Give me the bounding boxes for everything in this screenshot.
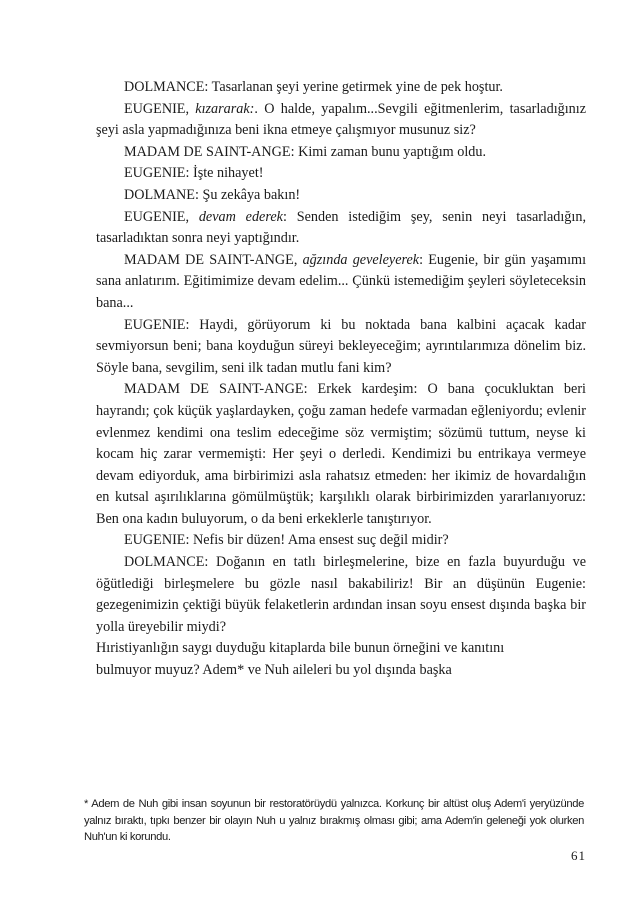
paragraph: DOLMANCE: Tasarlanan şeyi yerine getirmek yine de pek hoştur. xyxy=(124,79,503,95)
paragraph: EUGENIE: Haydi, görüyorum ki bu noktada bana kalbini açacak kadar sevmiyorsun beni; bana koyduğun süreyi bekleyeceğim; ayrıntılarımıza dönelim biz. Söyle bana, sevgilim, seni ilk tadan mutlu fani kim? xyxy=(96,316,586,376)
dialogue-text: Tasarlanan şeyi yerine getirmek yine de pek hoştur. xyxy=(211,79,503,95)
speaker-name: DOLMANCE xyxy=(124,79,205,95)
dialogue-text: Erkek kardeşim: O bana çocukluktan beri hayrandı; çok küçük yaşlardayken, çoğu zaman hedefe varmadan eğleniyordu; evlenir evlenmez kendimi ona teslim edeceğime söz vermiştim; sözümü tuttum, neyse ki kocam hiç zarar vermemişti: Her şeyi o derledi. Kendimizi bu entrikaya vermeye devam ediyorduk, ama birbirimizi asla rahatsız etmeden: her ikimiz de hovardalığın en kutsal aşırılıklarına gömülmüştük; karşılıklı olarak birbirimizden yararlanıyoruz: Ben ona kadın buluyorum, o da beni erkeklerle tanıştırıyor. xyxy=(96,381,586,527)
main-text xyxy=(96,77,586,682)
paragraph: DOLMANCE: Doğanın en tatlı birleşmelerine, bize en fazla buyurduğu ve öğütlediği birleşmelere bu gözle nasıl bakabiliriz! Bir an düşünün Eugenie: gezegenimizin çektiği büyük felaketlerin ardından insan soyu ensest dışında başka bir yolla üreyebilir miydi? xyxy=(96,554,586,635)
paragraph: EUGENIE, kızararak:. O halde, yapalım...Sevgili eğitmenlerim, tasarladığınız şeyi asla yapmadığınıza beni ikna etmeye çalışmıyor musunuz siz? xyxy=(96,100,587,139)
paragraph: EUGENIE: İşte nihayet! xyxy=(124,165,264,182)
dialogue-text: Haydi, görüyorum ki bu noktada bana kalbini açacak kadar sevmiyorsun beni; bana koyduğun süreyi bekleyeceğim; ayrıntılarımıza dönelim biz. Söyle bana, sevgilim, seni ilk tadan mutlu fani kim? xyxy=(96,316,586,376)
dialogue-text: İşte nihayet! xyxy=(192,165,264,182)
paragraph: MADAM DE SAINT-ANGE, ağzında geveleyerek: Eugenie, bir gün yaşamımı sana anlatırım. Eğitimimize devam edelim... Çünkü istemediğim şeyleri söyleteceksin bana... xyxy=(96,251,587,311)
page-number: 61 xyxy=(571,848,586,863)
speaker-name: EUGENIE xyxy=(124,316,186,333)
speaker-name: EUGENIE xyxy=(124,100,186,117)
paragraph: EUGENIE, devam ederek: Senden istediğim şey, senin neyi tasarladığın, tasarladıktan sonra neyi yaptığındır. xyxy=(96,208,586,247)
dialogue-text: : Eugenie, bir gün yaşamımı sana anlatırım. Eğitimimize devam edelim... Çünkü istemediğim şeyleri söyleteceksin bana... xyxy=(96,251,587,311)
speaker-name: EUGENIE xyxy=(124,165,186,182)
dialogue-text: . O halde, yapalım...Sevgili eğitmenlerim, tasarladığınız şeyi asla yapmadığınıza beni ikna etmeye çalışmıyor musunuz siz? xyxy=(96,100,587,139)
footnote-text: * Adem de Nuh gibi insan soyunun bir restoratörüydü yalnızca. Korkunç bir altüst oluş Adem'i yeryüzünde yalnız bıraktı, tıpkı benzer bir olayın Nuh u yalnız bırakmış olması gibi; ama Adem'in geleneği yok olurken Nuh'un ki korundu. xyxy=(84,798,584,843)
stage-direction: ağzında geveleyerek xyxy=(302,251,420,268)
footnote xyxy=(84,796,584,846)
stage-direction: devam ederek xyxy=(198,208,283,225)
dialogue-text: Kimi zaman bunu yaptığım oldu. xyxy=(298,143,487,160)
speaker-name: DOLMANE xyxy=(124,186,195,203)
dialogue-text: Doğanın en tatlı birleşmelerine, bize en fazla buyurduğu ve öğütlediği birleşmelere bu gözle nasıl bakabiliriz! Bir an düşünün Eugenie: gezegenimizin çektiği büyük felaketlerin ardından insan soyu ensest dışında başka bir yolla üreyebilir miydi? xyxy=(96,554,586,635)
stage-direction: kızararak: xyxy=(195,100,255,117)
speaker-name: DOLMANCE xyxy=(124,554,205,571)
paragraph: MADAM DE SAINT-ANGE: Erkek kardeşim: O bana çocukluktan beri hayrandı; çok küçük yaşlardayken, çoğu zaman hedefe varmadan eğleniyordu; evlenir evlenmez kendimi ona teslim edeceğime söz vermiştim; sözümü tuttum, neyse ki kocam hiç zarar vermemişti: Her şeyi o derledi. Kendimizi bu entrikaya vermeye devam ediyorduk, ama birbirimizi asla rahatsız etmeden: her ikimiz de hovardalığın en kutsal aşırılıklarına gömülmüştük; karşılıklı olarak birbirimizden yararlanıyoruz: Ben ona kadın buluyorum, o da beni erkeklerle tanıştırıyor. xyxy=(96,381,586,527)
speaker-name: MADAM DE SAINT-ANGE xyxy=(124,381,304,398)
speaker-name: MADAM DE SAINT-ANGE xyxy=(124,143,291,160)
speaker-name: EUGENIE xyxy=(124,208,186,225)
speaker-name: EUGENIE xyxy=(124,532,186,549)
paragraph: MADAM DE SAINT-ANGE: Kimi zaman bunu yaptığım oldu. xyxy=(124,143,487,160)
paragraph: EUGENIE: Nefis bir düzen! Ama ensest suç değil midir? xyxy=(124,532,449,549)
closing-line: Hıristiyanlığın saygı duyduğu kitaplarda bile bunun örneğini ve kanıtını xyxy=(96,640,505,657)
dialogue-text: Şu zekâya bakın! xyxy=(202,186,301,203)
paragraph: DOLMANE: Şu zekâya bakın! xyxy=(124,186,301,203)
closing-line: bulmuyor muyuz? Adem* ve Nuh aileleri bu yol dışında başka xyxy=(96,662,452,679)
dialogue-text: Nefis bir düzen! Ama ensest suç değil midir? xyxy=(192,532,449,549)
speaker-name: MADAM DE SAINT-ANGE xyxy=(124,251,294,268)
dialogue-text: : Senden istediğim şey, senin neyi tasarladığın, tasarladıktan sonra neyi yaptığındır. xyxy=(96,208,586,247)
